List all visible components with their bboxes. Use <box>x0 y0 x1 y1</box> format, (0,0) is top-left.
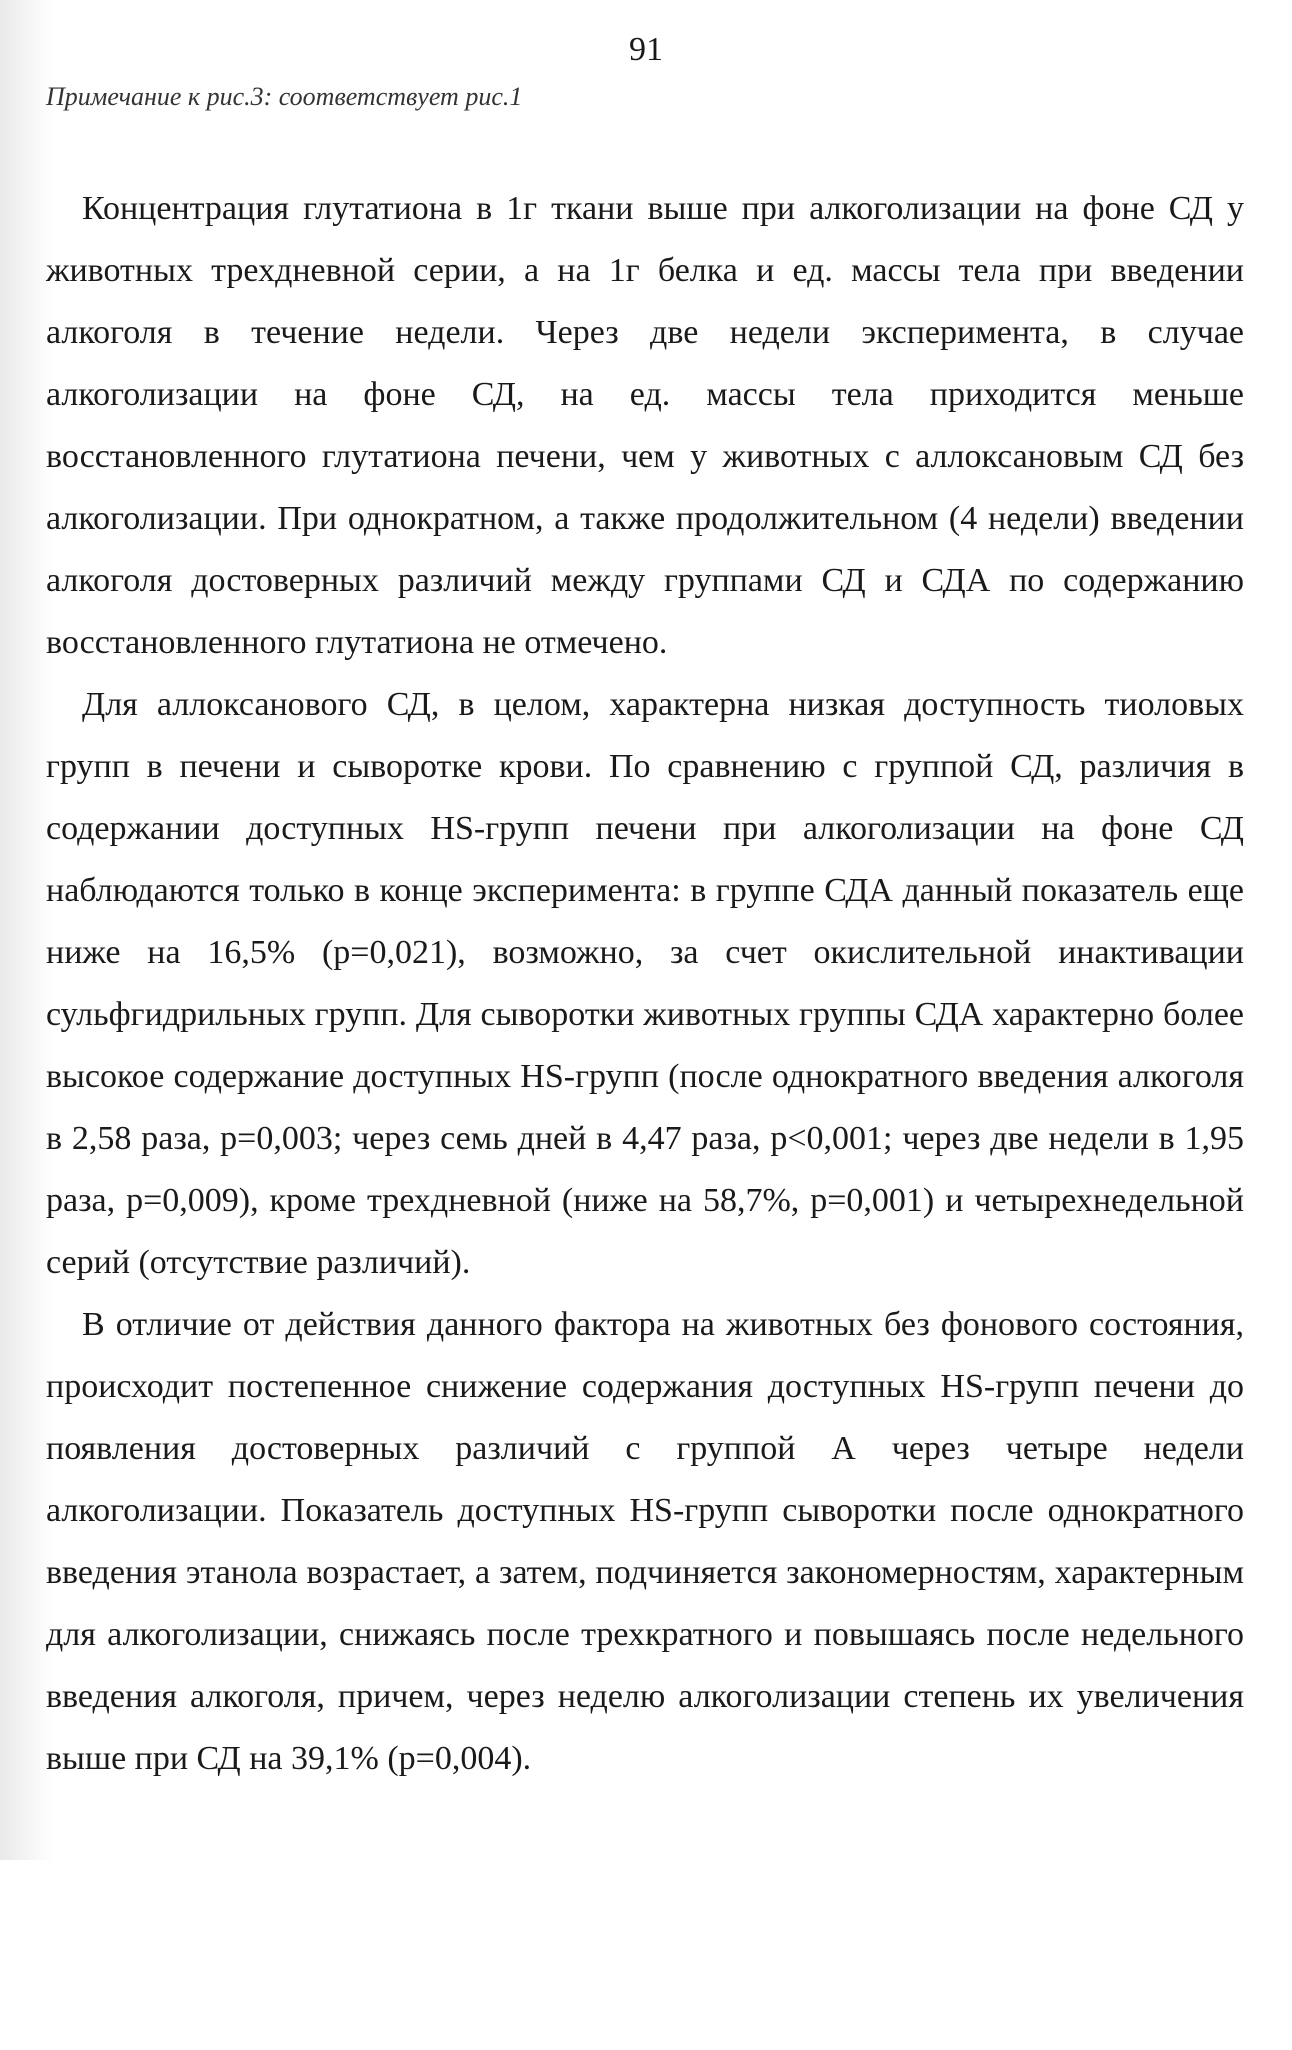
paragraph: В отличие от действия данного фактора на животных без фонового состояния, происходит постепенное снижение содержания доступных HS-групп печени до появления достоверных различий с группой А через четыре недели алкоголизации. Показатель доступных HS-групп сыворотки после однократного введения этанола возрастает, а затем, подчиняется закономерностям, характерным для алкоголизации, снижаясь после трехкратного и повышаясь после недельного введения алкоголя, причем, через неделю алкоголизации степень их увеличения выше при СД на 39,1% (р=0,004). <box>46 1306 1244 1777</box>
body-text <box>46 178 1244 1790</box>
page-number: 91 <box>629 31 663 68</box>
paragraph: Концентрация глутатиона в 1г ткани выше при алкоголизации на фоне СД у животных трехдневной серии, а на 1г белка и ед. массы тела при введении алкоголя в течение недели. Через две недели эксперимента, в случае алкоголизации на фоне СД, на ед. массы тела приходится меньше восстановленного глутатиона печени, чем у животных с аллоксановым СД без алкоголизации. При однократном, а также продолжительном (4 недели) введении алкоголя достоверных различий между группами СД и СДА по содержанию восстановленного глутатиона не отмечено. <box>46 190 1244 661</box>
paragraph: Для аллоксанового СД, в целом, характерна низкая доступность тиоловых групп в печени и сыворотке крови. По сравнению с группой СД, различия в содержании доступных HS-групп печени при алкоголизации на фоне СД наблюдаются только в конце эксперимента: в группе СДА данный показатель еще ниже на 16,5% (р=0,021), возможно, за счет окислительной инактивации сульфгидрильных групп. Для сыворотки животных группы СДА характерно более высокое содержание доступных HS-групп (после однократного введения алкоголя в 2,58 раза, р=0,003; через семь дней в 4,47 раза, р<0,001; через две недели в 1,95 раза, р=0,009), кроме трехдневной (ниже на 58,7%, р=0,001) и четырехнедельной серий (отсутствие различий). <box>46 686 1244 1281</box>
figure-note: Примечание к рис.3: соответствует рис.1 <box>46 82 523 111</box>
